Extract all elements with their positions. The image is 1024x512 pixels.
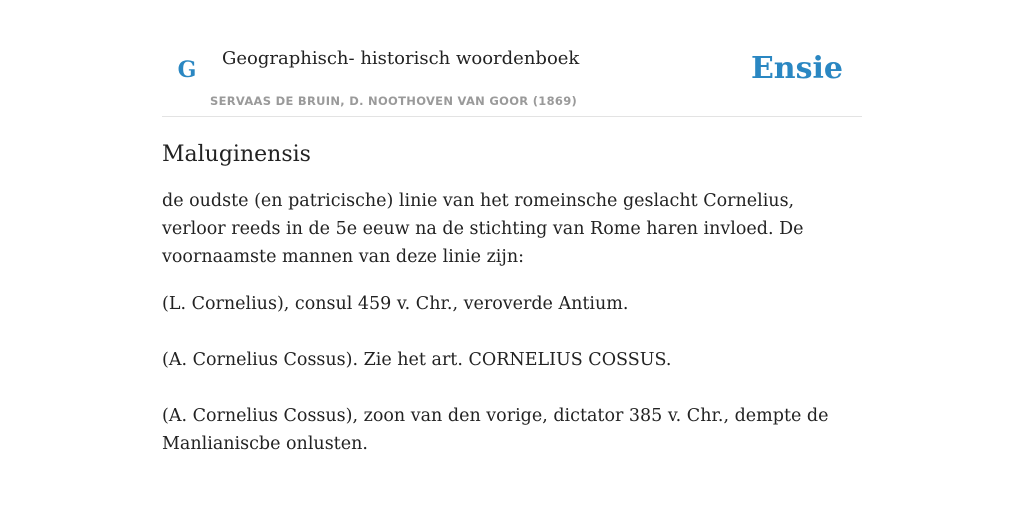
ensie-logo[interactable]: Ensie — [750, 51, 843, 86]
dictionary-title-link[interactable]: Geographisch- historisch woordenboek — [222, 48, 580, 69]
entry-paragraph: (A. Cornelius Cossus), zoon van den vorige, dictator 385 v. Chr., dempte de Manlianiscbe onlusten. — [162, 406, 829, 454]
dictionary-authors: SERVAAS DE BRUIN, D. NOOTHOVEN VAN GOOR (1869) — [210, 94, 578, 108]
entry-paragraph: (A. Cornelius Cossus). Zie het art. CORNELIUS COSSUS. — [162, 350, 672, 370]
entry-title: Maluginensis — [162, 142, 311, 167]
entry-definition: de oudste (en patricische) linie van het romeinsche geslacht Cornelius, verloor reeds in de 5e eeuw na de stichting van Rome haren invloed. De voornaamste mannen van deze linie zijn: — [162, 191, 804, 267]
dictionary-header — [162, 40, 862, 117]
entry-content — [162, 140, 862, 486]
entry-paragraph: (L. Cornelius), consul 459 v. Chr., veroverde Antium. — [162, 294, 629, 314]
dictionary-logo-icon[interactable]: G — [177, 57, 197, 83]
